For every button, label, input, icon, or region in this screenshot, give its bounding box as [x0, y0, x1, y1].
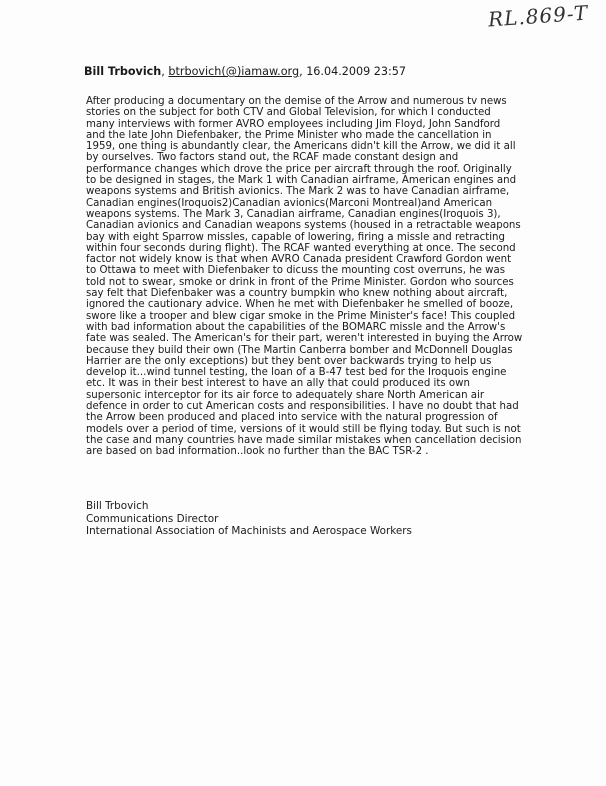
body-line: are based on bad information..look no further than the BAC TSR-2 .	[86, 446, 429, 458]
body-line: After producing a documentary on the demise of the Arrow and numerous tv news	[86, 96, 507, 107]
post-date: 16.04.2009 23:57	[306, 65, 407, 78]
body-line: ignored the cautionary advice. When he met with Diefenbaker he smelled of booze,	[86, 299, 514, 311]
body-line: performance changes which drove the price per aircraft through the roof. Originally	[86, 163, 512, 175]
body-line: with bad information about the capabilities of the BOMARC missle and the Arrow's	[86, 321, 506, 333]
signature-block	[86, 500, 412, 538]
body-line: say felt that Diefenbaker was a country bumpkin who knew nothing about aircraft,	[86, 288, 508, 300]
body-line: fate was sealed. The American's for their part, weren't interested in buying the Arrow	[86, 333, 523, 345]
post-email-link[interactable]: btrbovich(@)iamaw.org	[168, 65, 300, 78]
body-line: factor not widely know is that when AVRO Canada president Crawford Gordon went	[86, 254, 512, 266]
body-line: many interviews with former AVRO employees including Jim Floyd, John Sandford	[86, 118, 501, 130]
signature-organization: International Association of Machinists and Aerospace Workers	[86, 525, 412, 538]
body-line: to be designed in stages, the Mark 1 with Canadian airframe, American engines and	[86, 175, 517, 187]
body-line: supersonic interceptor for its air force to adequately share North American air	[86, 389, 485, 401]
body-line: Harrier are the only exceptions) but they bent over backwards trying to help us	[86, 355, 492, 367]
body-line: because they build their own (The Martin Canberra bomber and McDonnell Douglas	[86, 344, 513, 356]
body-line: weapons systems. The Mark 3, Canadian airframe, Canadian engines(Iroquois 3),	[86, 208, 501, 220]
body-line: 1959, one thing is abundantly clear, the Americans didn't kill the Arrow, we did it all	[86, 141, 516, 153]
body-line: stories on the subject for both CTV and Global Television, for which I conducted	[86, 107, 491, 119]
body-line: the Arrow been produced and placed into service with the natural progression of	[86, 412, 498, 424]
body-line: weapons systems and British avionics. The Mark 2 was to have Canadian airframe,	[86, 186, 510, 198]
body-line: within four seconds during flight). The RCAF wanted everything at once. The second	[86, 242, 516, 254]
post-header	[84, 65, 584, 78]
handwritten-document-id: RL.869-T	[487, 0, 589, 32]
body-line: bay with eight Sparrow missles, capable of lowering, firing a missle and retracting	[86, 231, 505, 243]
body-line: defence in order to cut American costs and responsibilities. I have no doubt that had	[86, 401, 519, 413]
body-line: Canadian engines(Iroquois2)Canadian avionics(Marconi Montreal)and American	[86, 197, 493, 209]
signature-name: Bill Trbovich	[86, 500, 149, 512]
signature-title: Communications Director	[86, 512, 219, 525]
body-line: Canadian avionics and Canadian weapons systems (housed in a retractable weapons	[86, 220, 521, 232]
body-line: to Ottawa to meet with Diefenbaker to dicuss the mounting cost overruns, he was	[86, 265, 506, 277]
body-line: swore like a trooper and blew cigar smoke in the Prime Minister's face! This coupled	[86, 310, 516, 322]
post-author: Bill Trbovich	[84, 65, 162, 78]
body-line: develop it...wind tunnel testing, the loan of a B-47 test bed for the Iroquois engine	[86, 367, 507, 379]
body-line: models over a period of time, versions of it would still be flying today. But such is not	[86, 423, 521, 435]
header-separator: ,	[299, 65, 307, 78]
post-body	[86, 96, 538, 458]
body-line: etc. It was in their best interest to have an ally that could produced its own	[86, 378, 470, 390]
body-line: by ourselves. Two factors stand out, the RCAF made constant design and	[86, 152, 459, 164]
header-separator: ,	[161, 65, 169, 78]
body-line: and the late John Diefenbaker, the Prime Minister who made the cancellation in	[86, 129, 492, 141]
body-line: the case and many countries have made similar mistakes when cancellation decision	[86, 434, 522, 446]
body-line: told not to swear, smoke or drink in front of the Prime Minister. Gordon who sources	[86, 276, 514, 288]
